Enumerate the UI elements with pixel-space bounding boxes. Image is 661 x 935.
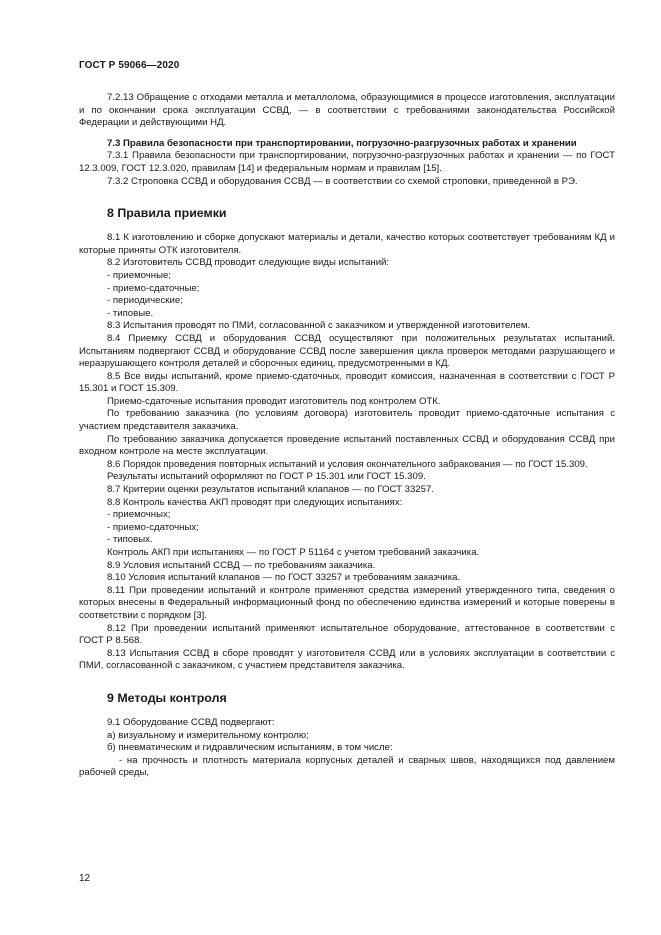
paragraph-7-3-1: 7.3.1 Правила безопасности при транспортировании, погрузочно-разгрузочных работах и хранении — по ГОСТ 12.3.009, ГОСТ 12.3.020, правилам [14] и федеральным нормам и правилам [15]. — [79, 150, 615, 174]
paragraph-8-6-a: Результаты испытаний оформляют по ГОСТ Р 15.301 или ГОСТ 15.309. — [107, 471, 426, 483]
paragraph-7-2-13: 7.2.13 Обращение с отходами металла и металлолома, образующимися в процессе изготовления, эксплуатации и по окончании срока эксплуатации ССВД, — в соответствии с требованиями законодательства Российской Федерации и действующими НД. — [79, 92, 615, 129]
list-item: - периодические; — [107, 295, 183, 307]
paragraph-9-1-b: б) пневматическим и гидравлическим испытаниям, в том числе: — [107, 742, 393, 754]
list-item: - приемо-сдаточных; — [107, 521, 199, 533]
paragraph-8-5-a: Приемо-сдаточные испытания проводит изготовитель под контролем ОТК. — [107, 395, 441, 407]
paragraph-8-3: 8.3 Испытания проводят по ПМИ, согласованной с заказчиком и утвержденной изготовителем. — [107, 320, 531, 332]
paragraph-8-2: 8.2 Изготовитель ССВД проводит следующие виды испытаний: — [107, 257, 390, 269]
paragraph-8-5-b: По требованию заказчика (по условиям договора) изготовитель проводит приемо-сдаточные испытания с участием представителя заказчика. — [79, 408, 615, 433]
document-header: ГОСТ Р 59066—2020 — [79, 60, 180, 71]
list-item: - приемо-сдаточные; — [107, 282, 200, 294]
list-item: - приемочные; — [107, 269, 171, 281]
paragraph-8-8-a: Контроль АКП при испытаниях — по ГОСТ Р 51164 с учетом требований заказчика. — [107, 547, 480, 558]
paragraph-9-1-b-item: - на прочность и плотность материала корпусных деталей и сварных швов, находящихся под давлением рабочей среды, — [79, 754, 615, 779]
page-number: 12 — [79, 873, 91, 884]
list-item: - типовых. — [107, 534, 153, 546]
subsection-heading-7-3: 7.3 Правила безопасности при транспортировании, погрузочно-разгрузочных работах и хранении — [107, 137, 577, 149]
paragraph-8-6: 8.6 Порядок проведения повторных испытаний и условия окончательного забракования — по ГОСТ 15.309. — [107, 458, 588, 470]
list-item: - приемочных; — [107, 509, 171, 521]
section-heading-9: 9 Методы контроля — [107, 690, 227, 705]
paragraph-8-12: 8.12 При проведении испытаний применяют испытательное оборудование, аттестованное в соответствии с ГОСТ Р 8.568. — [79, 622, 615, 647]
paragraph-8-11: 8.11 При проведении испытаний и контроле применяют средства измерений утвержденного типа, сведения о которых внесены в Федеральный информационный фонд по обеспечению единства измерений и которые поверены в соответствии с порядком [3]. — [79, 584, 615, 621]
paragraph-8-10: 8.10 Условия испытаний клапанов — по ГОСТ 33257 и требованиям заказчика. — [107, 572, 461, 584]
paragraph-8-13: 8.13 Испытания ССВД в сборе проводят у изготовителя ССВД или в условиях эксплуатации в соответствии с ПМИ, согласованной с заказчиком, с участием представителя заказчика. — [79, 647, 615, 672]
paragraph-8-9: 8.9 Условия испытаний ССВД — по требованиям заказчика. — [107, 559, 376, 571]
paragraph-8-8: 8.8 Контроль качества АКП проводят при следующих испытаниях: — [107, 496, 403, 508]
paragraph-9-1-a: а) визуальному и измерительному контролю; — [107, 729, 309, 741]
document-body — [79, 92, 615, 780]
paragraph-8-5-c: По требованию заказчика допускается проведение испытаний поставленных ССВД и оборудования ССВД при входном контроле на месте эксплуатации. — [79, 433, 615, 458]
paragraph-9-1: 9.1 Оборудование ССВД подвергают: — [107, 716, 275, 728]
paragraph-8-7: 8.7 Критерии оценки результатов испытаний клапанов — по ГОСТ 33257. — [107, 484, 434, 496]
list-item: - типовые. — [107, 307, 154, 319]
paragraph-7-3-2: 7.3.2 Строповка ССВД и оборудования ССВД — в соответствии со схемой строповки, приведенной в РЭ. — [107, 175, 578, 187]
paragraph-8-5: 8.5 Все виды испытаний, кроме приемо-сдаточных, проводит комиссия, назначенная в соответствии с ГОСТ Р 15.301 и ГОСТ 15.309. — [79, 370, 615, 395]
paragraph-8-4: 8.4 Приемку ССВД и оборудования ССВД осуществляют при положительных результатах испытаний. Испытаниям подвергают ССВД и оборудование ССВД после завершения цикла проверок методами разрушающего и неразрушающего контроля деталей и сборочных единиц, предусмотренными в КД. — [79, 332, 615, 370]
paragraph-8-1: 8.1 К изготовлению и сборке допускают материалы и детали, качество которых соответствует требованиям КД и которые приняты ОТК изготовителя. — [79, 232, 615, 256]
section-heading-8: 8 Правила приемки — [107, 206, 227, 221]
